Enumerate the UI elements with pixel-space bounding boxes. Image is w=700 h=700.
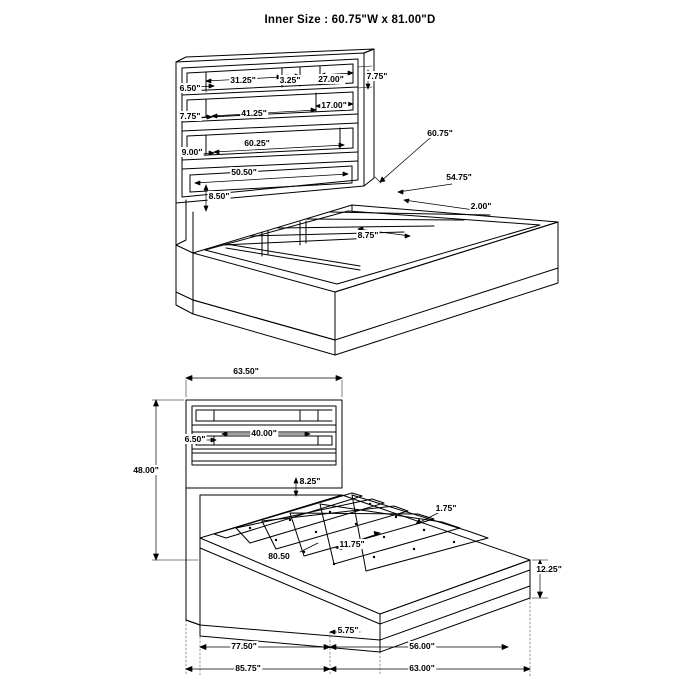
dimension-label-p16: 2.00": [470, 201, 492, 211]
dimension-label-p12: 8.50": [208, 191, 230, 201]
dimension-label-p6: 17.00": [321, 100, 347, 110]
dimension-label-e9: 12.25": [536, 564, 562, 574]
dimension-label-e2: 48.00": [133, 465, 159, 475]
dimension-label-e13: 85.75": [235, 663, 261, 673]
dimension-label-e4: 40.00": [251, 428, 277, 438]
dimension-label-p15: 54.75": [446, 172, 472, 182]
perspective-bed-frame: [176, 200, 558, 355]
perspective-headboard: [176, 49, 374, 203]
dimension-label-e7: 11.75": [339, 539, 365, 549]
dimension-label-e11: 77.50": [231, 641, 257, 651]
dimension-label-e1: 63.50": [233, 366, 259, 376]
dimension-label-p3: 3.25": [279, 75, 301, 85]
elevation-bed-platform: [200, 493, 530, 652]
dimension-label-p5: 7.75": [366, 71, 388, 81]
dimension-label-e8: 80.50: [268, 551, 290, 561]
dimension-label-e6: 1.75": [435, 503, 457, 513]
dimension-label-p8: 41.25": [241, 108, 267, 118]
dimension-label-p9: 9.00": [181, 147, 203, 157]
dimension-label-p7: 7.75": [179, 111, 201, 121]
dimension-label-p13: 8.75": [357, 230, 379, 240]
dimension-label-e14: 63.00": [409, 663, 435, 673]
dimension-label-p10: 60.25": [244, 138, 270, 148]
dimension-label-p11: 50.50": [231, 167, 257, 177]
dimension-label-p1: 6.50": [179, 83, 201, 93]
dimension-label-p14: 60.75": [427, 128, 453, 138]
dimension-label-e12: 56.00": [409, 641, 435, 651]
dimension-label-e10: 5.75": [337, 625, 359, 635]
dimension-label-p2: 31.25": [230, 75, 256, 85]
dimension-label-e3: 6.50": [184, 434, 206, 444]
page-title: Inner Size : 60.75"W x 81.00"D: [264, 14, 436, 26]
dimension-label-e5: 8.25": [299, 476, 321, 486]
dimension-label-p4: 27.00": [318, 74, 344, 84]
